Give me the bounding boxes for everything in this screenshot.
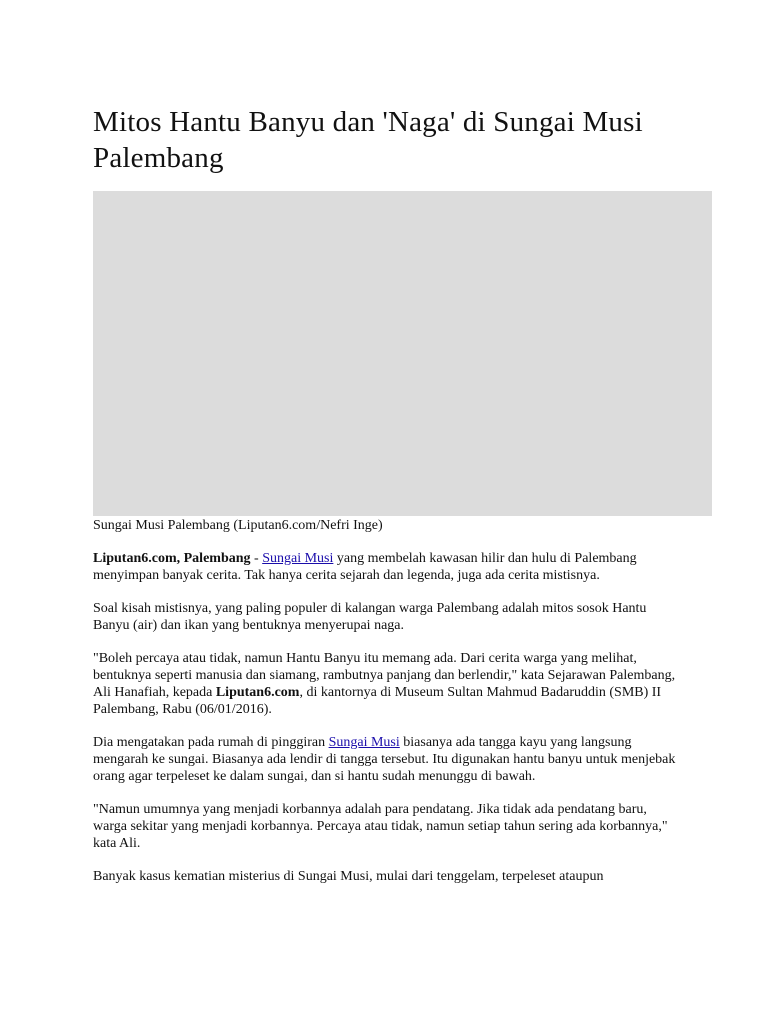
paragraph-6: Banyak kasus kematian misterius di Sungai Musi, mulai dari tenggelam, terpeleset ataupun [93,869,604,884]
paragraph-1 [93,550,683,584]
source-name: Liputan6.com [215,685,300,700]
dateline-separator: - [250,551,263,566]
article-title: Mitos Hantu Banyu dan 'Naga' di Sungai Musi Palembang [93,106,643,174]
dateline: Liputan6.com, Palembang [93,551,251,566]
paragraph-5: "Namun umumnya yang menjadi korbannya adalah para pendatang. Jika tidak ada pendatang baru, warga sekitar yang menjadi korbannya. Percaya atau tidak, namun setiap tahun sering ada korbannya," kata Ali. [93,802,668,851]
paragraph-4 [93,734,683,785]
article [93,104,713,885]
paragraph-3-text-after: , di kantornya di Museum Sultan Mahmud Badaruddin (SMB) II Palembang, Rabu (06/01/2016). [93,685,662,717]
paragraph-3-text-before: "Boleh percaya atau tidak, namun Hantu Banyu itu memang ada. Dari cerita warga yang melihat, bentuknya seperti manusia dan siamang, rambutnya panjang dan berlendir," kata Sejarawan Palembang, Ali Hanafiah, kepada [93,651,676,700]
hero-image-placeholder [93,191,712,516]
paragraph-4-text-before: Dia mengatakan pada rumah di pinggiran [93,735,329,750]
paragraph-3 [93,650,683,718]
paragraph-2: Soal kisah mistisnya, yang paling populer di kalangan warga Palembang adalah mitos sosok Hantu Banyu (air) dan ikan yang bentuknya menyerupai naga. [93,601,647,633]
sungai-musi-link[interactable]: Sungai Musi [262,551,334,566]
paragraph-4-text-after: biasanya ada tangga kayu yang langsung mengarah ke sungai. Biasanya ada lendir di tangga tersebut. Itu digunakan hantu banyu untuk menjebak orang agar terpeleset ke dalam sungai, dan si hantu sudah menunggu di bawah. [93,735,676,784]
image-caption: Sungai Musi Palembang (Liputan6.com/Nefri Inge) [93,518,383,533]
paragraph-1-text: yang membelah kawasan hilir dan hulu di Palembang menyimpan banyak cerita. Tak hanya cerita sejarah dan legenda, juga ada cerita mistisnya. [93,551,637,583]
sungai-musi-link-2[interactable]: Sungai Musi [328,735,400,750]
